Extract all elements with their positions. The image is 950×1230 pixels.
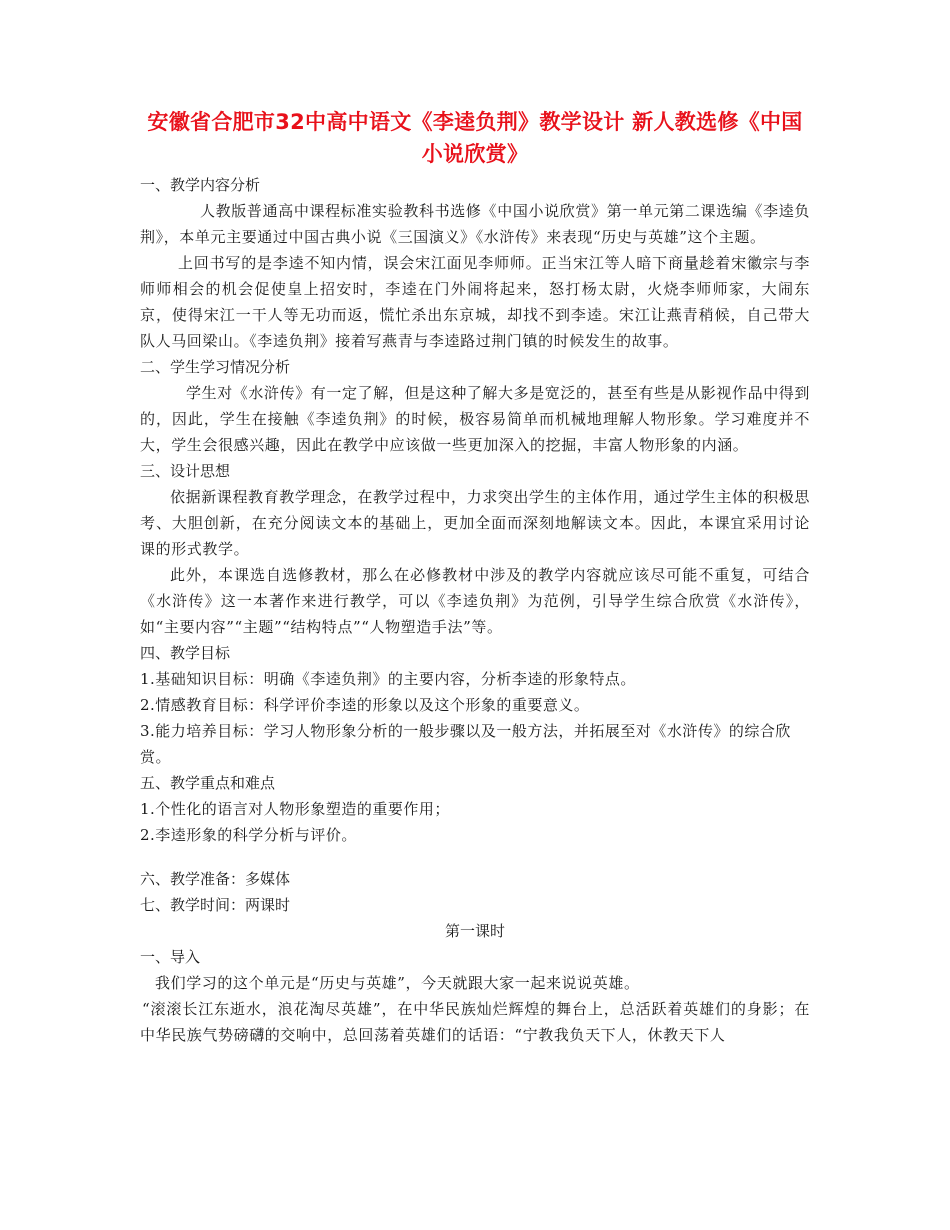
paragraph: “滚滚长江东逝水，浪花淘尽英雄”，在中华民族灿烂辉煌的舞台上，总活跃着英雄们的身影；在中华民族气势磅礴的交响中，总回荡着英雄们的话语：“宁教我负天下人，休教天下人: [140, 1000, 810, 1044]
list-item: 1.个性化的语言对人物形象塑造的重要作用；: [140, 800, 450, 818]
list-item: 3.能力培养目标：学习人物形象分析的一般步骤以及一般方法，并拓展至对《水浒传》的综合欣赏。: [140, 722, 791, 766]
list-item: 2.李逵形象的科学分析与评价。: [140, 826, 357, 844]
section-heading-key-points: 五、教学重点和难点: [140, 774, 276, 792]
section-heading-content-analysis: 一、教学内容分析: [140, 176, 261, 194]
paragraph: 人教版普通高中课程标准实验教科书选修《中国小说欣赏》第一单元第二课选编《李逵负荆》，本单元主要通过中国古典小说《三国演义》《水浒传》来表现“历史与英雄”这个主题。: [140, 202, 810, 246]
paragraph: 学生对《水浒传》有一定了解，但是这种了解大多是宽泛的，甚至有些是从影视作品中得到的，因此，学生在接触《李逵负荆》的时候，极容易简单而机械地理解人物形象。学习难度并不大，学生会很感兴趣，因此在教学中应该做一些更加深入的挖掘，丰富人物形象的内涵。: [140, 384, 811, 454]
paragraph: 上回书写的是李逵不知内情，误会宋江面见李师师。正当宋江等人暗下商量趁着宋徽宗与李师师相会的机会促使皇上招安时，李逵在门外闹将起来，怒打杨太尉，火烧李师师家，大闹东京，使得宋江一干人等无功而返，慌忙杀出东京城，却找不到李逵。宋江让燕青稍候，自己带大队人马回梁山。《李逵负荆》接着写燕青与李逵路过荆门镇的时候发生的故事。: [140, 254, 810, 350]
section-heading-student-analysis: 二、学生学习情况分析: [140, 358, 291, 376]
list-item: 2.情感教育目标：科学评价李逵的形象以及这个形象的重要意义。: [140, 696, 590, 714]
section-line-time: 七、教学时间：两课时: [140, 896, 291, 914]
lesson-heading: 第一课时: [444, 922, 505, 940]
section-heading-teaching-goals: 四、教学目标: [140, 644, 231, 662]
document-page: [140, 106, 810, 1048]
section-line-preparation: 六、教学准备：多媒体: [140, 870, 291, 888]
list-item: 1.基础知识目标：明确《李逵负荆》的主要内容，分析李逵的形象特点。: [140, 670, 636, 688]
spacer: [140, 848, 810, 866]
document-title: 安徽省合肥市32中高中语文《李逵负荆》教学设计 新人教选修《中国小说欣赏》: [147, 110, 803, 166]
paragraph: 依据新课程教育教学理念，在教学过程中，力求突出学生的主体作用，通过学生主体的积极思考、大胆创新，在充分阅读文本的基础上，更加全面而深刻地解读文本。因此，本课宜采用讨论课的形式教学。: [140, 488, 810, 558]
section-heading-intro: 一、导入: [140, 948, 201, 966]
section-heading-design-thinking: 三、设计思想: [140, 462, 231, 480]
paragraph: 我们学习的这个单元是“历史与英雄”，今天就跟大家一起来说说英雄。: [155, 974, 640, 992]
paragraph: 此外，本课选自选修教材，那么在必修教材中涉及的教学内容就应该尽可能不重复，可结合《水浒传》这一本著作来进行教学，可以《李逵负荆》为范例，引导学生综合欣赏《水浒传》，如“主要内容”“主题”“结构特点”“人物塑造手法”等。: [140, 566, 810, 636]
